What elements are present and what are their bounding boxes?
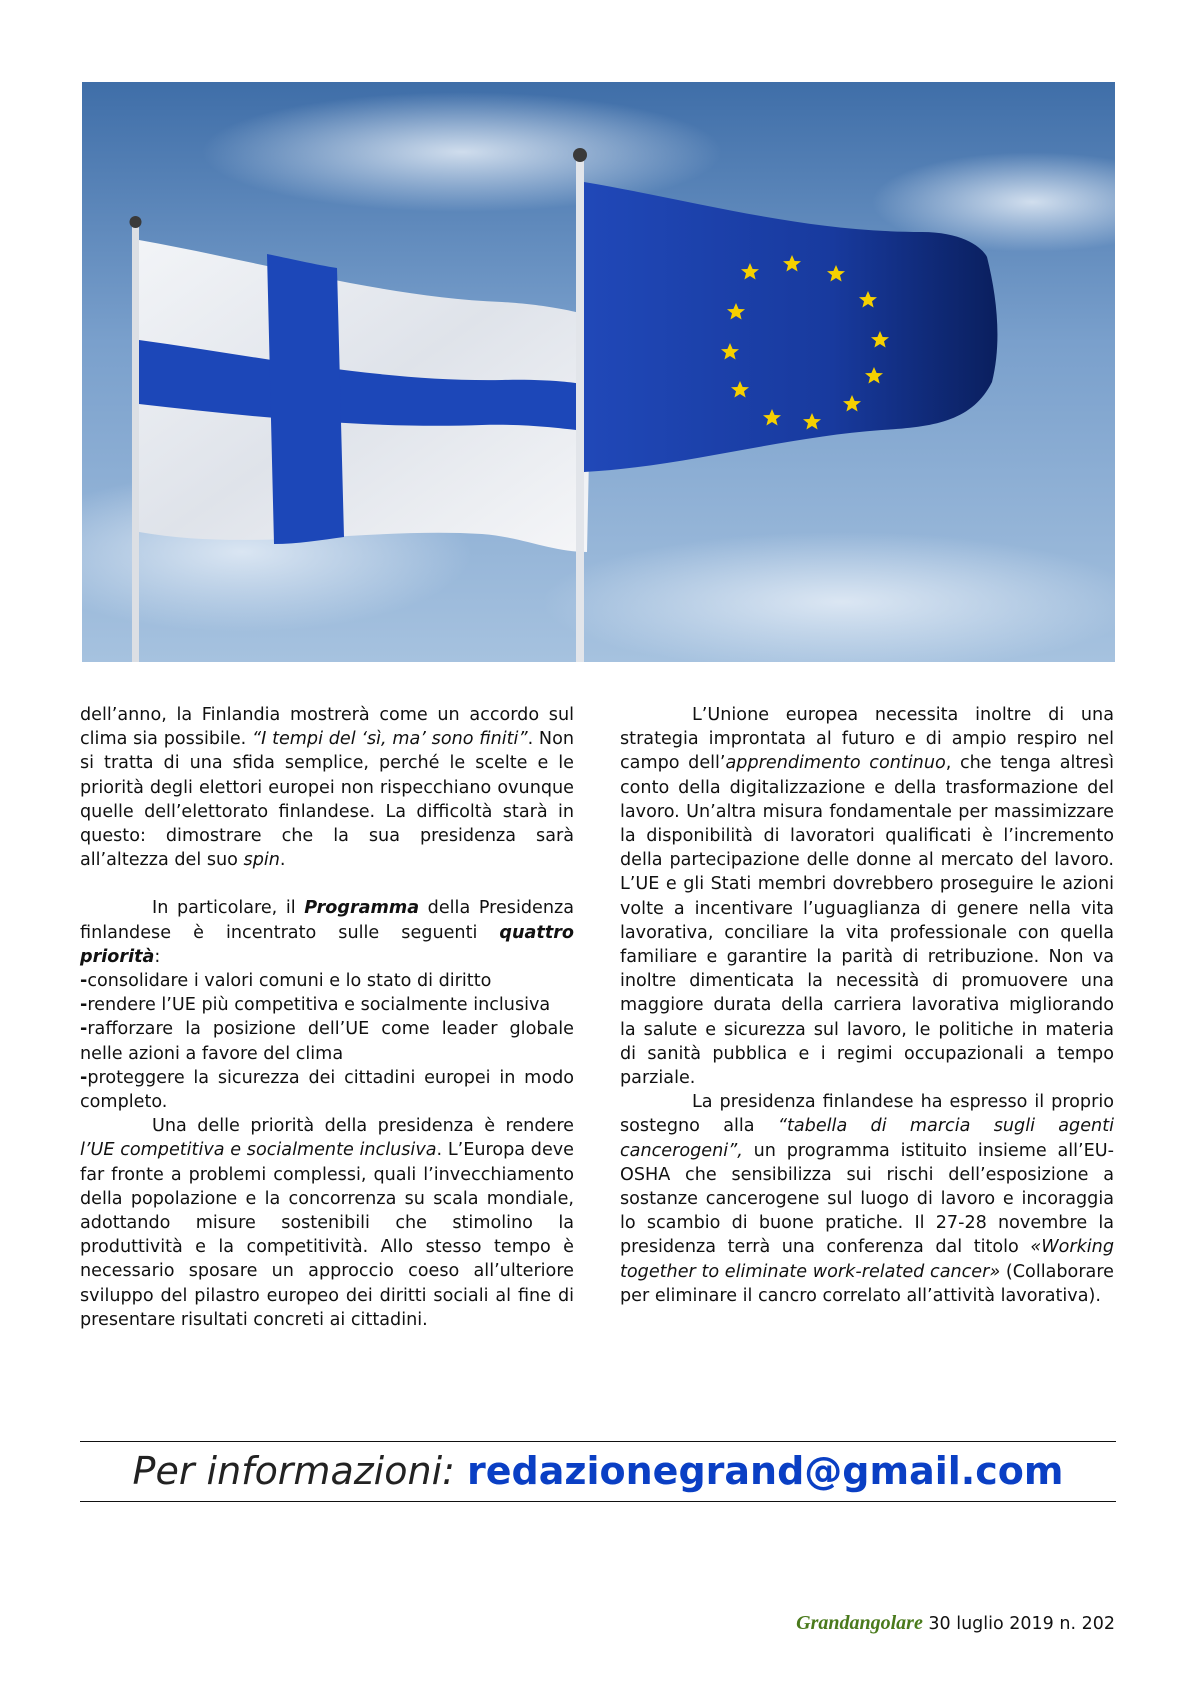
paragraph: dell’anno, la Finlandia mostrerà come un accordo sul clima sia possibile. “I tempi del ‘sì, ma’ sono finiti”. Non si tratta di una sfida semplice, perché le scelte e le priorità degli elettori europei non rispecchiano ovunque quelle dell’elettorato finlandese. La difficoltà starà in questo: dimostrare che la sua presidenza sarà all’altezza del suo spin.	[80, 705, 574, 871]
contact-label: Per informazioni:	[132, 1449, 468, 1493]
paragraph: L’Unione europea necessita inoltre di una strategia improntata al futuro e di ampio respiro nel campo dell’apprendimento continuo, che tenga altresì conto della digitalizzazione e della trasformazione del lavoro. Un’altra misura fondamentale per massimizzare la disponibilità di lavoratori qualificati è l’incremento della partecipazione delle donne al mercato del lavoro. L’UE e gli Stati membri dovrebbero proseguire le azioni volte a incentivare l’uguaglianza di genere nella vita lavorativa, conciliare la vita professionale con quella familiare e garantire la parità di retribuzione. Non va inoltre dimenticata la necessità di promuovere una maggiore durata della carriera lavorativa migliorando la salute e sicurezza sul lavoro, le politiche in materia di sanità pubblica e i regimi occupazionali a tempo parziale.	[620, 705, 1114, 1089]
priority-item: -rafforzare la posizione dell’UE come leader globale nelle azioni a favore del clima	[80, 1019, 574, 1064]
article-right-column	[620, 703, 1114, 1308]
flags-photo	[82, 82, 1115, 662]
contact-info	[80, 1444, 1116, 1499]
priority-item: -consolidare i valori comuni e lo stato di diritto	[80, 971, 492, 992]
paragraph: Una delle priorità della presidenza è rendere l’UE competitiva e socialmente inclusiva. L’Europa deve far fronte a problemi complessi, quali l’invecchiamento della popolazione e la concorrenza su scala mondiale, adottando misure sostenibili che stimolino la produttività e la competitività. Allo stesso tempo è necessario sposare un approccio coeso all’ulteriore sviluppo del pilastro europeo dei diritti sociali al fine di presentare risultati concreti ai cittadini.	[80, 1116, 574, 1330]
issue-info: 30 luglio 2019 n. 202	[922, 1614, 1115, 1634]
priority-item: -rendere l’UE più competitiva e socialmente inclusiva	[80, 995, 551, 1016]
paragraph: La presidenza finlandese ha espresso il proprio sostegno alla “tabella di marcia sugli agenti cancerogeni”, un programma istituito insieme all’EU-OSHA che sensibilizza sui rischi dell’esposizione a sostanze cancerogene sul luogo di lavoro e incoraggia lo scambio di buone pratiche. Il 27-28 novembre la presidenza terrà una conferenza dal titolo «Working together to eliminate work-related cancer» (Collaborare per eliminare il cancro correlato all’attività lavorativa).	[620, 1092, 1114, 1306]
publication-name: Grandangolare	[796, 1612, 923, 1634]
contact-email-link[interactable]: redazionegrand@gmail.com	[467, 1449, 1064, 1493]
paragraph: In particolare, il Programma della Presidenza finlandese è incentrato sulle seguenti quattro priorità:	[80, 898, 575, 967]
page-footer	[796, 1612, 1115, 1635]
divider-top	[80, 1441, 1116, 1442]
priority-item: -proteggere la sicurezza dei cittadini europei in modo completo.	[80, 1067, 574, 1113]
divider-bottom	[80, 1501, 1116, 1502]
article-left-column	[80, 703, 574, 1332]
